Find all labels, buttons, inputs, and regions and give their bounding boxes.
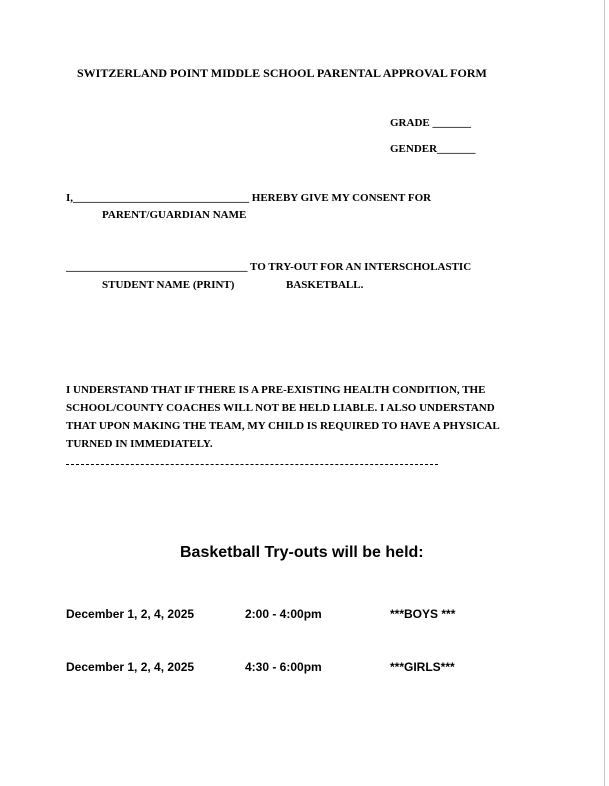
page-edge — [604, 0, 605, 786]
row-group: ***GIRLS*** — [390, 660, 455, 674]
grade-field: GRADE _______ — [390, 117, 471, 129]
student-line: _________________________________ TO TRY-OUT FOR AN INTERSCHOLASTIC — [66, 261, 472, 273]
row-group: ***BOYS *** — [390, 607, 456, 621]
student-name-label: STUDENT NAME (PRINT) — [102, 279, 235, 291]
liability-paragraph: I UNDERSTAND THAT IF THERE IS A PRE-EXISTING HEALTH CONDITION, THE SCHOOL/COUNTY COACHES WILL NOT BE HELD LIABLE. I ALSO UNDERSTAND THAT UPON MAKING THE TEAM, MY CHILD IS REQUIRED TO HAVE A PHYSICAL TURNED IN IMMEDIATELY. — [66, 384, 500, 450]
parent-guardian-label: PARENT/GUARDIAN NAME — [102, 209, 247, 221]
row-time: 2:00 - 4:00pm — [245, 607, 322, 621]
dashed-divider — [66, 464, 438, 465]
tryouts-heading: Basketball Try-outs will be held: — [180, 544, 424, 561]
basketball-text: BASKETBALL. — [286, 279, 364, 291]
row-dates: December 1, 2, 4, 2025 — [66, 607, 195, 621]
gender-field: GENDER_______ — [390, 143, 476, 155]
row-time: 4:30 - 6:00pm — [245, 660, 322, 674]
form-title: SWITZERLAND POINT MIDDLE SCHOOL PARENTAL APPROVAL FORM — [77, 66, 487, 80]
consent-line: I,________________________________ HEREBY GIVE MY CONSENT FOR — [66, 192, 432, 204]
row-dates: December 1, 2, 4, 2025 — [66, 660, 195, 674]
